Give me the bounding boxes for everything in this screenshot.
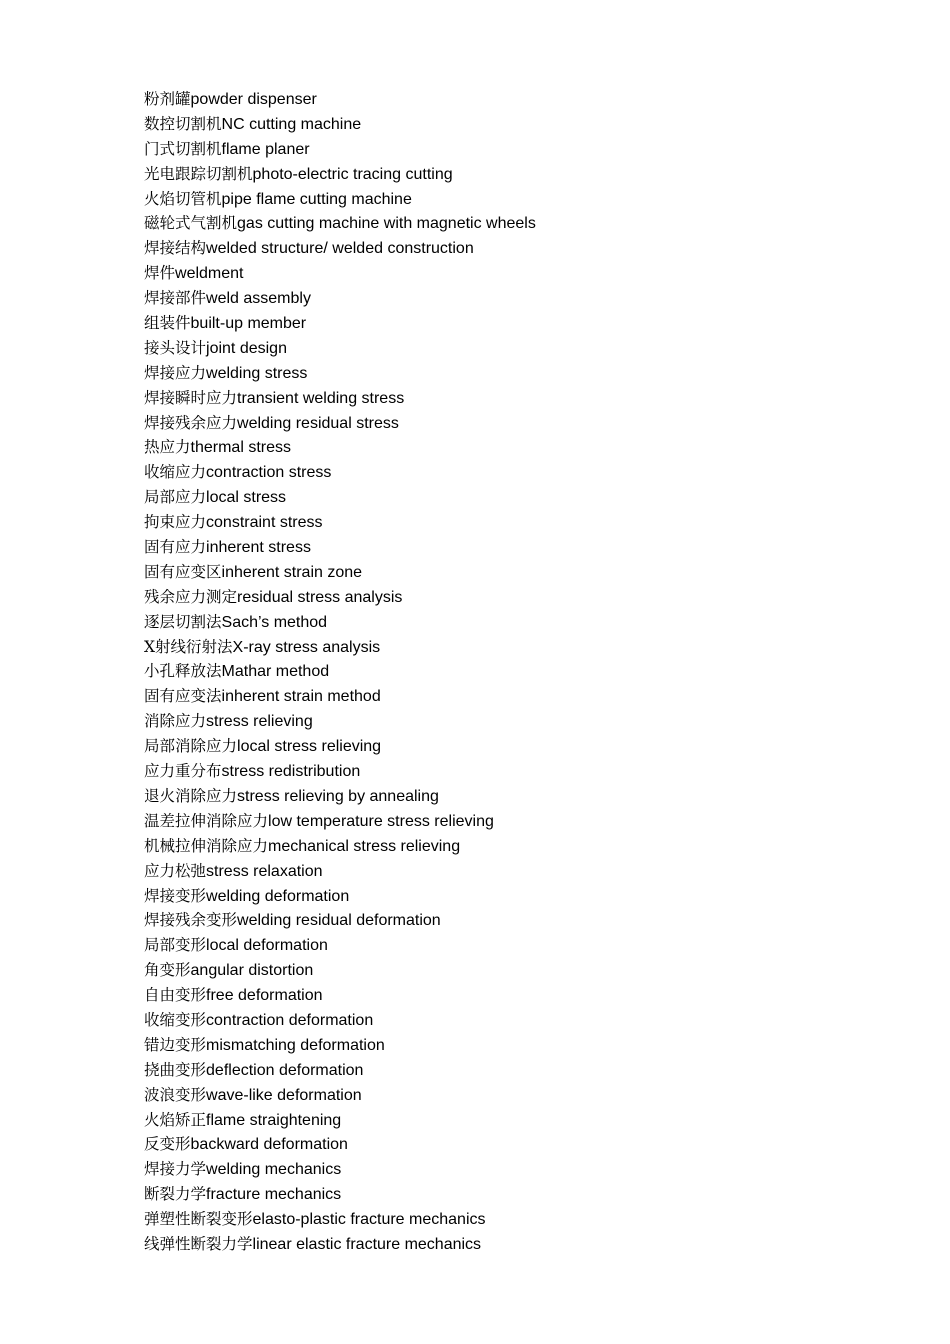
glossary-entry <box>144 784 536 809</box>
glossary-entry <box>144 709 536 734</box>
term-chinese: 固有应力 <box>144 538 207 557</box>
glossary-entry <box>144 884 536 909</box>
glossary-entry <box>144 933 536 958</box>
glossary-entry <box>144 1058 536 1083</box>
term-english: weldment <box>175 265 244 283</box>
term-chinese: 局部变形 <box>144 936 207 955</box>
term-chinese: 断裂力学 <box>144 1185 207 1204</box>
term-chinese: 焊接应力 <box>144 363 207 382</box>
glossary-entry <box>144 1182 536 1207</box>
term-chinese: 应力松弛 <box>144 861 207 880</box>
term-chinese: 焊接残余变形 <box>144 911 238 930</box>
term-chinese: 粉剂罐 <box>144 90 191 108</box>
glossary-entry <box>144 1132 536 1157</box>
term-english: linear elastic fracture mechanics <box>252 1235 482 1253</box>
glossary-entry <box>144 1083 536 1108</box>
glossary-entry <box>144 734 536 759</box>
glossary-entry <box>144 834 536 859</box>
glossary-entry <box>144 311 536 336</box>
term-chinese: 门式切割机 <box>144 139 222 158</box>
term-chinese: 磁轮式气割机 <box>144 214 238 233</box>
term-english: free deformation <box>206 987 323 1005</box>
glossary-entry <box>144 809 536 834</box>
glossary-entry <box>144 211 536 236</box>
term-chinese: 光电跟踪切割机 <box>144 164 253 183</box>
term-chinese: 接头设计 <box>144 338 207 357</box>
glossary-entry <box>144 659 536 684</box>
term-english: Mathar method <box>221 663 330 681</box>
term-chinese: 波浪变形 <box>144 1085 207 1104</box>
term-english: NC cutting machine <box>221 115 362 133</box>
term-english: welding residual stress <box>237 414 399 432</box>
term-english: constraint stress <box>206 514 323 532</box>
term-chinese: 焊接瞬时应力 <box>144 388 238 407</box>
glossary-entry <box>144 162 536 187</box>
term-chinese: 焊接残余应力 <box>144 413 238 432</box>
glossary-entry <box>144 361 536 386</box>
glossary-entry <box>144 336 536 361</box>
term-chinese: 机械拉伸消除应力 <box>144 836 269 855</box>
glossary-entry <box>144 137 536 162</box>
term-english: weld assembly <box>206 290 311 308</box>
glossary-entry <box>144 1232 536 1257</box>
term-chinese: 固有应变法 <box>144 687 222 706</box>
term-english: local deformation <box>206 937 328 955</box>
term-english: backward deformation <box>190 1136 348 1154</box>
term-chinese: 退火消除应力 <box>144 786 238 805</box>
term-chinese: 焊接力学 <box>144 1160 207 1179</box>
term-english: X-ray stress analysis <box>232 638 381 656</box>
glossary-entry <box>144 1207 536 1232</box>
term-english: wave-like deformation <box>206 1086 362 1104</box>
term-english: welding residual deformation <box>237 912 441 930</box>
term-english: stress relieving by annealing <box>237 787 439 805</box>
term-english: low temperature stress relieving <box>268 812 494 830</box>
term-chinese: 焊接结构 <box>144 239 207 258</box>
term-english: stress relaxation <box>206 862 323 880</box>
term-english: flame straightening <box>206 1111 342 1129</box>
term-chinese: 拘束应力 <box>144 513 207 532</box>
glossary-entry <box>144 435 536 460</box>
glossary-entry <box>144 1033 536 1058</box>
glossary-entry <box>144 610 536 635</box>
term-english: built-up member <box>190 315 307 333</box>
glossary-entry <box>144 386 536 411</box>
term-english: transient welding stress <box>237 389 405 407</box>
glossary-entry <box>144 684 536 709</box>
term-chinese: 焊接变形 <box>144 886 207 905</box>
term-chinese: 角变形 <box>144 961 191 980</box>
term-english: stress redistribution <box>221 763 361 781</box>
term-chinese: 反变形 <box>144 1135 191 1154</box>
term-chinese: 固有应变区 <box>144 562 222 581</box>
term-english: angular distortion <box>190 962 314 980</box>
glossary-entry <box>144 1108 536 1133</box>
glossary-entry <box>144 485 536 510</box>
term-english: mismatching deformation <box>206 1036 385 1054</box>
glossary-entry <box>144 510 536 535</box>
term-chinese: 残余应力测定 <box>144 587 238 606</box>
term-english: pipe flame cutting machine <box>221 190 412 208</box>
term-english: welding stress <box>206 364 308 382</box>
term-english: contraction stress <box>206 464 332 482</box>
term-english: thermal stress <box>190 439 291 457</box>
term-chinese: 小孔释放法 <box>144 662 222 681</box>
term-chinese: X射线衍射法 <box>144 637 233 656</box>
term-chinese: 热应力 <box>144 438 191 457</box>
glossary-entry <box>144 87 536 112</box>
glossary-entry <box>144 585 536 610</box>
term-english: inherent strain method <box>221 688 381 706</box>
term-chinese: 火焰切管机 <box>144 189 222 208</box>
glossary-entry <box>144 535 536 560</box>
term-chinese: 组装件 <box>144 314 191 333</box>
glossary-entry <box>144 958 536 983</box>
term-english: stress relieving <box>206 713 313 731</box>
glossary-list <box>144 87 536 1257</box>
term-chinese: 自由变形 <box>144 986 207 1005</box>
glossary-entry <box>144 859 536 884</box>
term-chinese: 消除应力 <box>144 712 207 731</box>
glossary-entry <box>144 236 536 261</box>
term-chinese: 收缩应力 <box>144 463 207 482</box>
term-english: flame planer <box>221 140 310 158</box>
glossary-entry <box>144 983 536 1008</box>
term-english: photo-electric tracing cutting <box>252 165 453 183</box>
term-english: deflection deformation <box>206 1061 364 1079</box>
term-chinese: 数控切割机 <box>144 114 222 133</box>
term-chinese: 温差拉伸消除应力 <box>144 811 269 830</box>
glossary-entry <box>144 560 536 585</box>
term-english: welding deformation <box>206 887 350 905</box>
term-english: gas cutting machine with magnetic wheels <box>237 215 536 233</box>
glossary-entry <box>144 1157 536 1182</box>
term-chinese: 应力重分布 <box>144 762 222 781</box>
term-english: welded structure/ welded construction <box>206 240 474 258</box>
term-chinese: 错边变形 <box>144 1035 207 1054</box>
term-chinese: 收缩变形 <box>144 1010 207 1029</box>
term-chinese: 火焰矫正 <box>144 1110 207 1129</box>
term-english: fracture mechanics <box>206 1186 342 1204</box>
term-chinese: 局部应力 <box>144 488 207 507</box>
term-chinese: 挠曲变形 <box>144 1060 207 1079</box>
term-chinese: 线弹性断裂力学 <box>144 1234 253 1253</box>
term-english: local stress <box>206 489 287 507</box>
term-chinese: 焊件 <box>144 264 176 283</box>
glossary-entry <box>144 635 536 660</box>
term-chinese: 逐层切割法 <box>144 612 222 631</box>
glossary-entry <box>144 1008 536 1033</box>
glossary-entry <box>144 411 536 436</box>
term-chinese: 焊接部件 <box>144 289 207 308</box>
term-english: elasto-plastic fracture mechanics <box>252 1211 486 1229</box>
glossary-entry <box>144 908 536 933</box>
glossary-entry <box>144 187 536 212</box>
term-english: welding mechanics <box>206 1161 342 1179</box>
term-english: local stress relieving <box>237 738 382 756</box>
term-english: residual stress analysis <box>237 588 403 606</box>
glossary-entry <box>144 460 536 485</box>
term-english: inherent stress <box>206 539 311 557</box>
term-chinese: 局部消除应力 <box>144 737 238 756</box>
term-english: joint design <box>206 339 287 357</box>
term-english: Sach’s method <box>221 613 328 631</box>
glossary-entry <box>144 286 536 311</box>
glossary-entry <box>144 112 536 137</box>
term-english: inherent strain zone <box>221 563 363 581</box>
glossary-entry <box>144 759 536 784</box>
term-chinese: 弹塑性断裂变形 <box>144 1210 253 1229</box>
glossary-entry <box>144 261 536 286</box>
term-english: powder dispenser <box>190 91 317 108</box>
term-english: mechanical stress relieving <box>268 837 461 855</box>
term-english: contraction deformation <box>206 1011 374 1029</box>
